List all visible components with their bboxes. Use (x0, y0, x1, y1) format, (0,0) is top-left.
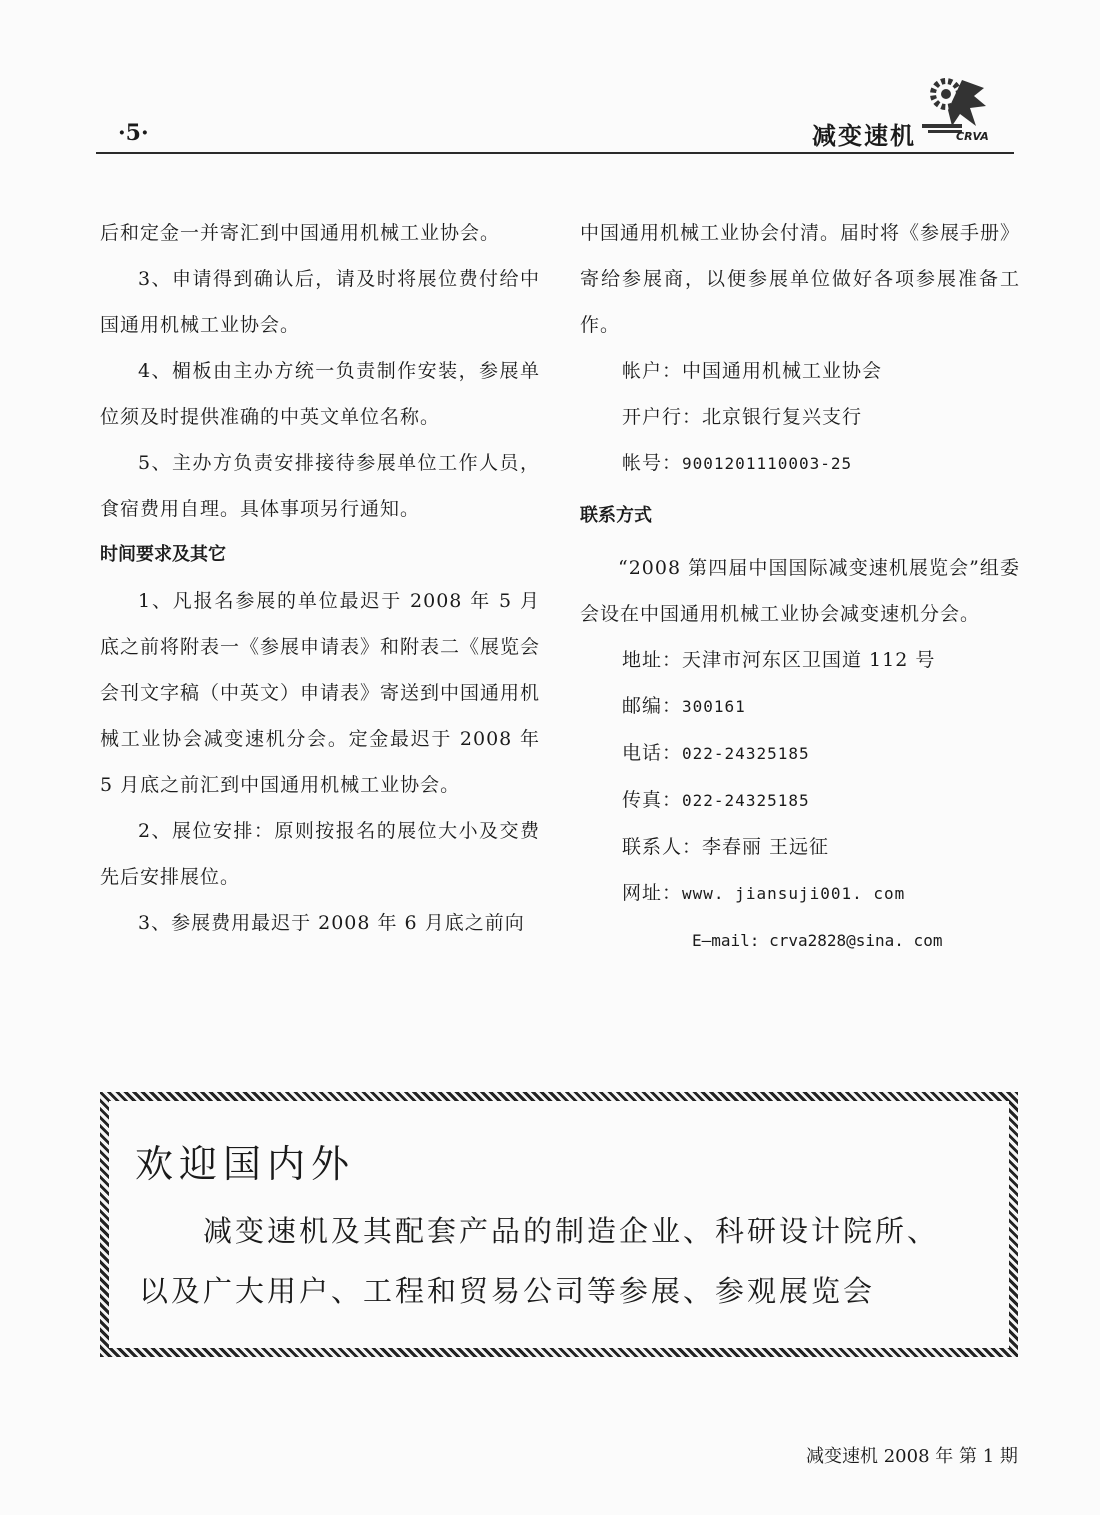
paragraph: 5、主办方负责安排接待参展单位工作人员，食宿费用自理。具体事项另行通知。 (100, 452, 540, 520)
banner-line: 减变速机及其配套产品的制造企业、科研设计院所、 (203, 1214, 940, 1248)
paragraph: 4、楣板由主办方统一负责制作安装，参展单位须及时提供准确的中英文单位名称。 (100, 360, 540, 428)
postcode-label: 邮编： (622, 695, 683, 717)
footer-issue: 减变速机 2008 年 第 1 期 (806, 1446, 1018, 1467)
website-label: 网址： (622, 882, 683, 904)
paragraph: 3、申请得到确认后，请及时将展位费付给中国通用机械工业协会。 (100, 268, 540, 336)
header-rule (96, 152, 1014, 154)
postcode-value: 300161 (682, 697, 746, 716)
fax-label: 传真： (622, 789, 683, 811)
section-heading-contact: 联系方式 (580, 505, 652, 526)
fax-value: 022-24325185 (682, 791, 810, 810)
paragraph: “2008 第四届中国国际减变速机展览会”组委会设在中国通用机械工业协会减变速机分会。 (580, 557, 1020, 625)
account-label: 帐户： (622, 360, 683, 382)
account-line (622, 348, 1020, 394)
account-number-line (622, 440, 1020, 487)
paragraph: 1、凡报名参展的单位最迟于 2008 年 5 月底之前将附表一《参展申请表》和附表二《展览会会刊文字稿（中英文）申请表》寄送到中国通用机械工业协会减变速机分会。定金最迟于 2008 年 5 月底之前汇到中国通用机械工业协会。 (100, 590, 541, 796)
bank-line (622, 394, 1020, 440)
phone-line (622, 730, 1020, 777)
website-value: www. jiansuji001. com (682, 884, 906, 903)
contact-person-label: 联系人： (622, 836, 703, 858)
phone-value: 022-24325185 (682, 744, 810, 763)
banner-title: 欢迎国内外 (135, 1142, 356, 1186)
paragraph: 后和定金一并寄汇到中国通用机械工业协会。 (100, 222, 501, 244)
phone-label: 电话： (622, 742, 683, 764)
contact-person-line (622, 824, 1020, 870)
account-number-label: 帐号： (622, 452, 683, 474)
paragraph: 3、参展费用最迟于 2008 年 6 月底之前向 (138, 912, 525, 934)
section-heading-timeline: 时间要求及其它 (100, 544, 226, 565)
banner-line: 以及广大用户、工程和贸易公司等参展、参观展览会 (139, 1274, 876, 1308)
email-line: E—mail: crva2828@sina. com (692, 931, 943, 950)
bank-label: 开户行： (622, 406, 703, 428)
paragraph: 2、展位安排：原则按报名的展位大小及交费先后安排展位。 (100, 820, 540, 888)
contact-person-value: 李春丽 王远征 (702, 836, 830, 858)
welcome-banner (100, 1092, 1018, 1357)
bank-value: 北京银行复兴支行 (702, 406, 863, 428)
journal-title: 减变速机 (812, 122, 916, 150)
address-label: 地址： (622, 649, 683, 671)
right-column (580, 210, 1020, 961)
address-line (622, 637, 1020, 683)
account-value: 中国通用机械工业协会 (682, 360, 883, 382)
address-value: 天津市河东区卫国道 112 号 (682, 649, 936, 671)
paragraph: 中国通用机械工业协会付清。届时将《参展手册》寄给参展商，以便参展单位做好各项参展准备工作。 (580, 222, 1021, 336)
account-number-value: 9001201110003-25 (682, 454, 853, 473)
fax-line (622, 777, 1020, 824)
logo-text: CRVA (956, 130, 989, 143)
left-column (100, 210, 540, 946)
postcode-line (622, 683, 1020, 730)
website-line (622, 870, 1020, 917)
crva-logo (912, 66, 992, 146)
page-number: ·5· (118, 120, 149, 146)
